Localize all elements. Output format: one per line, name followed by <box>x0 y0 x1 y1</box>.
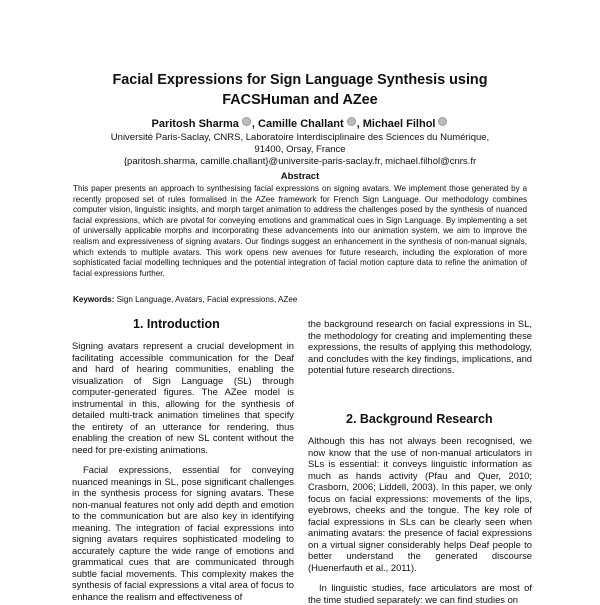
orcid-icon[interactable] <box>438 117 447 126</box>
abstract-heading: Abstract <box>280 171 320 182</box>
author-name: Paritosh Sharma <box>151 118 239 130</box>
orcid-icon[interactable] <box>347 117 356 126</box>
intro-paragraph-2: Facial expressions, essential for conveying nuanced meanings in SL, pose significant challenges in the synthesis process for signing avatars. These non-manual features not only add depth and emotion to the communication but are also key in identifying meaning. The integration of facial expressions into signing avatars requires sophisticated modeling to accurately capture the wide range of emotions and grammatical cues that are communicated through subtle facial movements. This complexity makes the synthesis of facial expressions a vital area of focus to enhance the realism and effectiveness of <box>72 464 294 603</box>
abstract-text: This paper presents an approach to synthesising facial expressions on signing avatars. We implement those generated by a recently proposed set of rules formalised in the AZee framework for French Sign Language. Our methodology combines computer vision, linguistic insights, and morph target animation to address the challenges posed by the synthesis of nuanced facial expressions, which are pivotal for conveying emotions and grammatical cues in Sign Language. By implementing a set of universally applicable morphs and incorporating these advancements into our animation system, we aim to improve the realism and expressiveness of signing avatars. Our findings suggest an enhancement in the synthesis of non-manual signals, which extends to multiple avatars. This work opens new avenues for future research, including the exploration of more sophisticated facial modelling techniques and the potential integration of facial motion capture data to refine the animation of facial expressions further. <box>73 184 527 278</box>
affiliation-address: 91400, Orsay, France <box>254 144 346 155</box>
author-name: Camille Challant <box>258 118 344 130</box>
orcid-icon[interactable] <box>242 117 251 126</box>
paper-title <box>60 70 540 110</box>
section-heading-background: 2. Background Research <box>346 412 493 426</box>
keywords-text: Sign Language, Avatars, Facial expressions, AZee <box>116 295 298 304</box>
title-line-1: Facial Expressions for Sign Language Synthesis using <box>112 72 488 88</box>
author-separator: , <box>356 118 363 130</box>
keywords-label: Keywords: <box>73 295 115 304</box>
background-paragraph-1: Although this has not always been recognised, we now know that the use of non-manual articulators in SLs is essential: it conveys linguistic information as much as hands activity (Pfau and Quer, 2010; Crasborn, 2006; Liddell, 2003). In this paper, we only focus on facial expressions: movements of the lips, eyebrows, cheeks and the tongue. The key role of facial expressions in SLs can be clearly seen when animating avatars: the presence of facial expressions on a virtual signer considerably helps Deaf people to better understand the generated discourse (Huenerfauth et al., 2011). <box>308 435 532 574</box>
intro-paragraph-1: Signing avatars represent a crucial development in facilitating accessible communication for the Deaf and hard of hearing communities, enabling the visualization of Sign Language (SL) through computer-generated figures. The AZee model is instrumental in this, allowing for the synthesis of detailed multi-track animation timelines that specify the entirety of an utterance for rendering, thus enabling the creation of new SL content without the need for pre-existing animations. <box>72 340 294 455</box>
intro-continuation: the background research on facial expressions in SL, the methodology for creating and implementing these expressions, the results of applying this methodology, and concludes with the key findings, implications, and potential future research directions. <box>308 318 532 376</box>
section-heading-introduction: 1. Introduction <box>133 317 220 331</box>
title-line-2: FACSHuman and AZee <box>222 92 378 108</box>
author-list <box>60 117 540 131</box>
author-emails: {paritosh.sharma, camille.challant}@universite-paris-saclay.fr, michael.filhol@cnrs.fr <box>123 156 477 167</box>
keywords <box>73 295 527 305</box>
author-name: Michael Filhol <box>362 118 436 130</box>
author-separator: , <box>251 118 259 130</box>
background-paragraph-2: In linguistic studies, face articulators are most of the time studied separately: we can find studies on <box>308 582 532 605</box>
affiliation: Université Paris-Saclay, CNRS, Laboratoire Interdisciplinaire des Sciences du Numérique, <box>110 132 490 143</box>
